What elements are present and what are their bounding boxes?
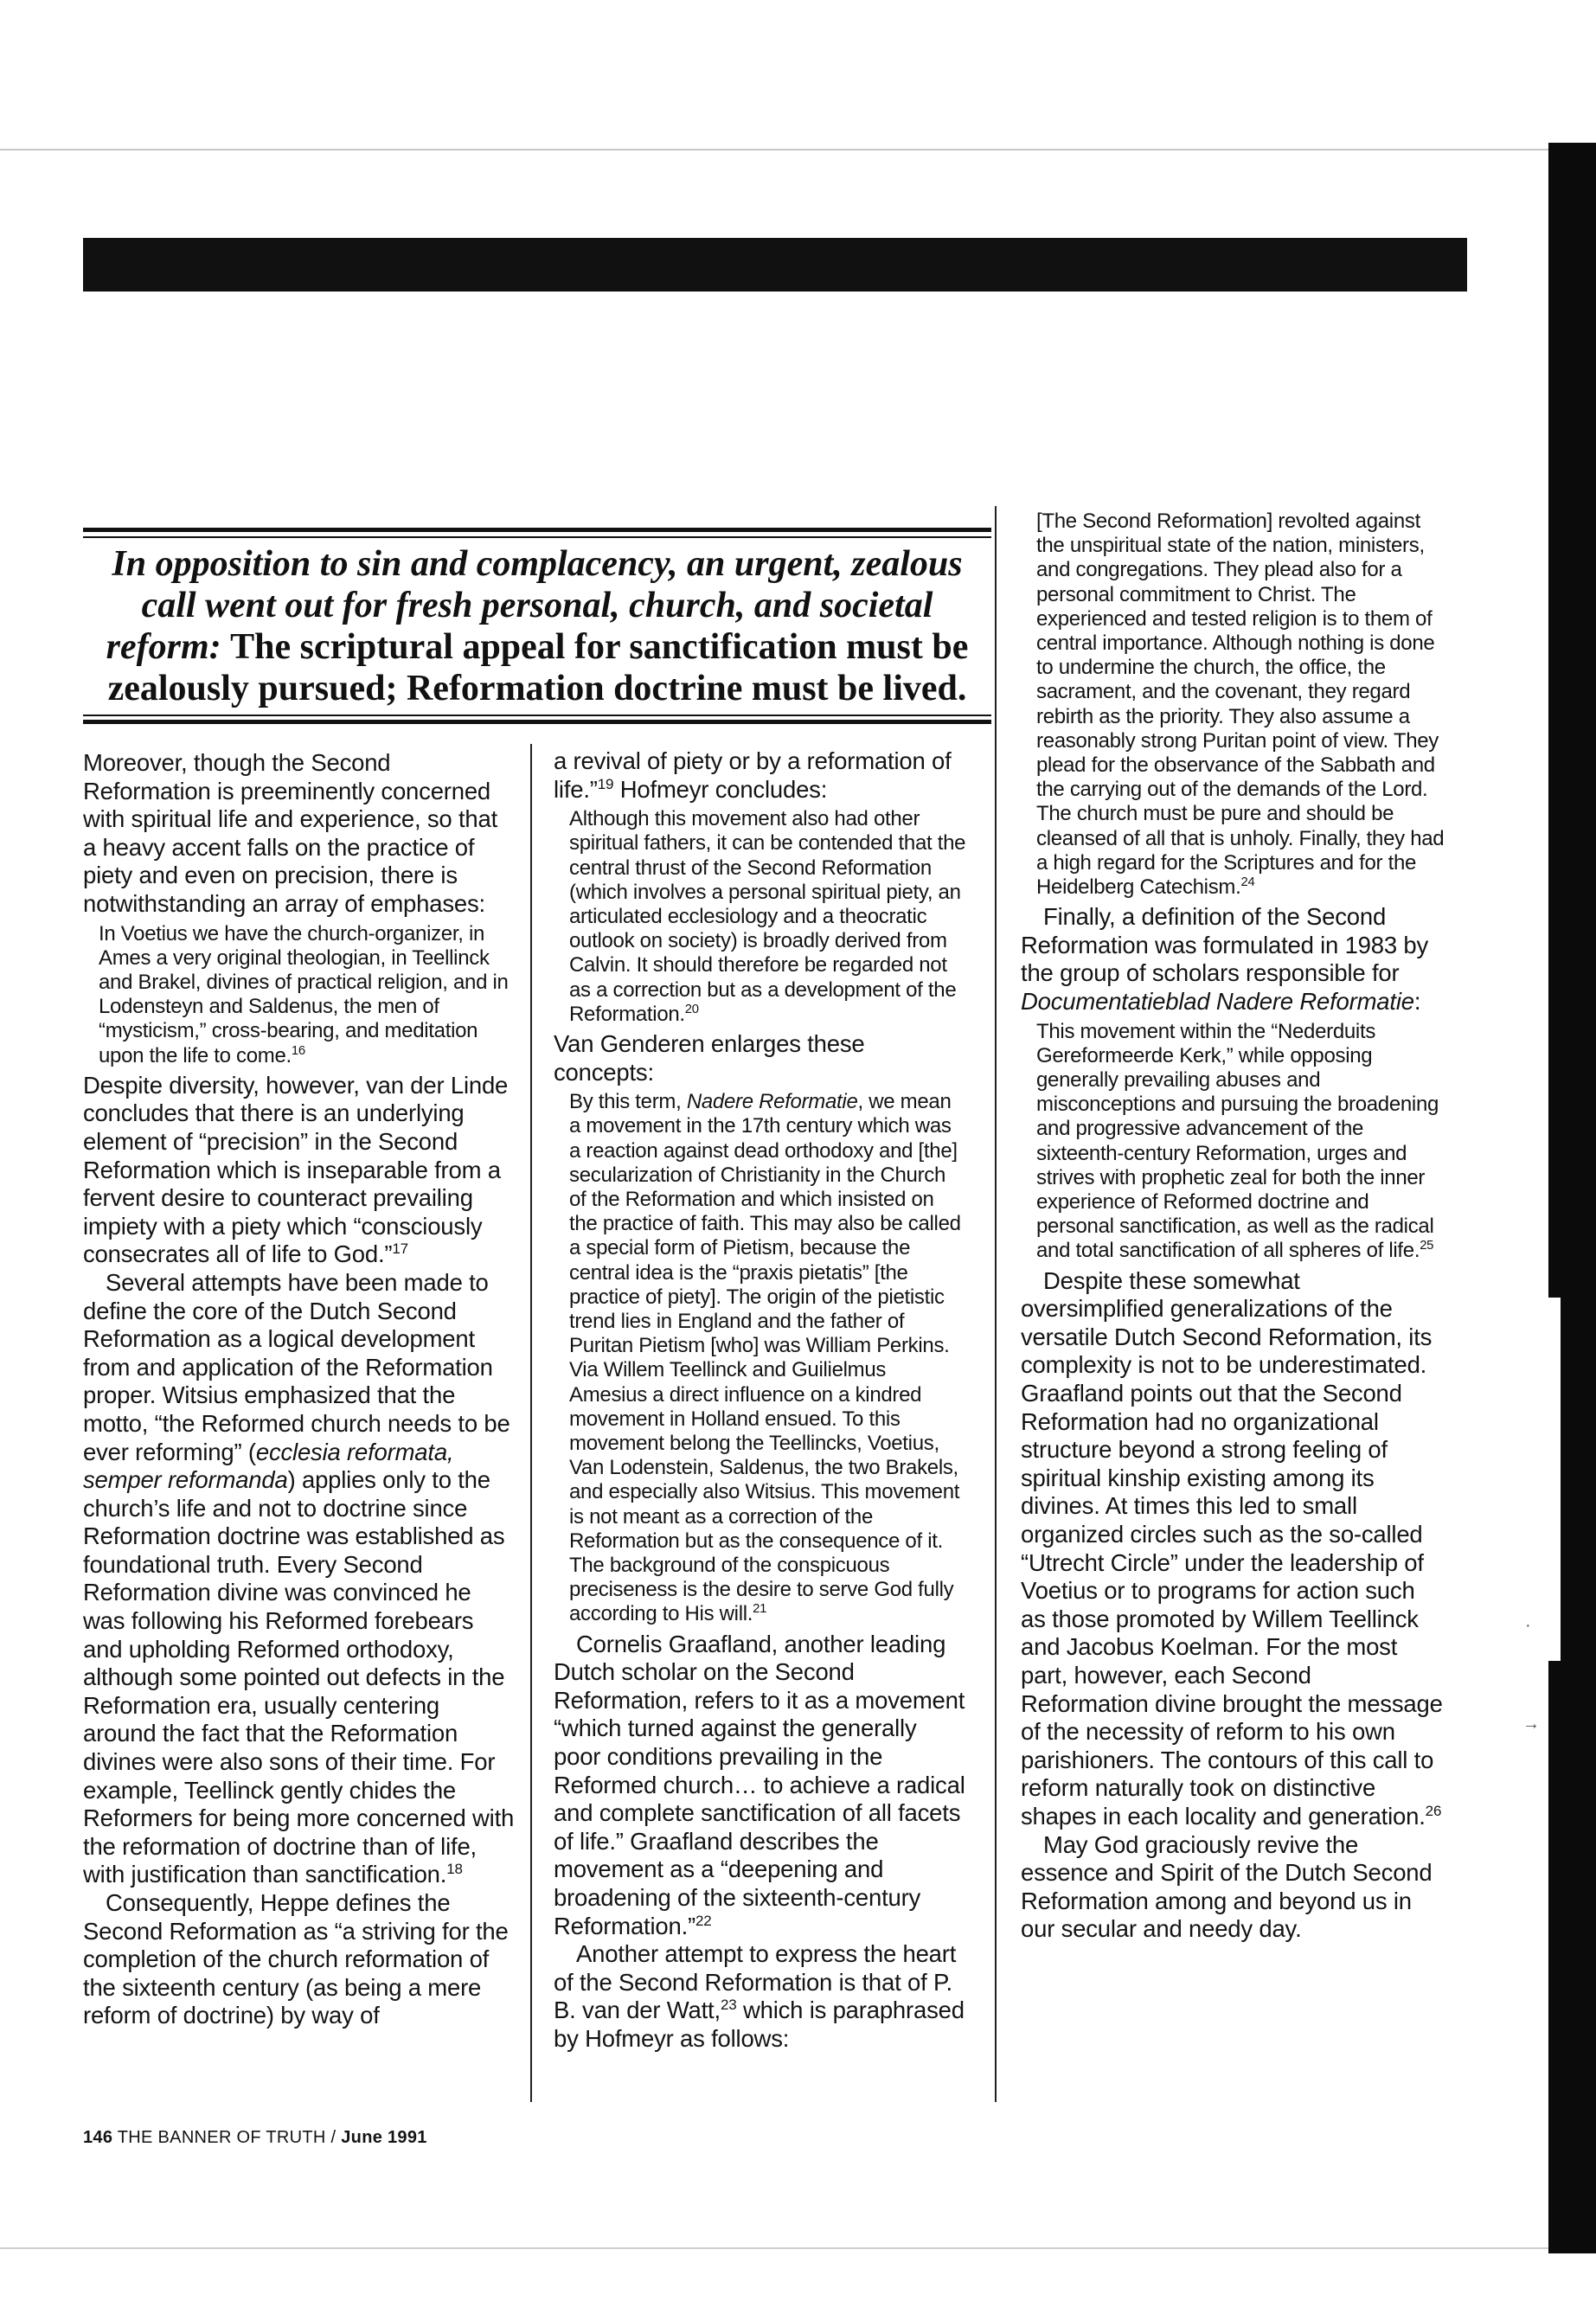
paragraph-text: Despite these somewhat oversimplified generalizations of the versatile Dutch Second Reformation, its complexity is not to be underestimated. Graafland points out that the Second Reformation had no organizational structure beyond a strong feeling of spiritual kinship existing among its divines. At times this led to small organized circles such as the so-called “Utrecht Circle” under the leadership of Voetius or to programs for action such as those promoted by Willem Teellinck and Jacobus Koelman. For the most part, however, each Second Reformation divine brought the message of the necessity of reform to his own parishioners. The contours of this call to reform naturally took on distinctive shapes in each locality and generation. [1021, 1266, 1443, 1830]
pullquote-rule-top-thin [83, 536, 991, 538]
paragraph: Van Genderen enlarges these concepts: [554, 1030, 865, 1086]
issue-date: June 1991 [341, 2128, 427, 2147]
paragraph-text: Finally, a definition of the Second Reformation was formulated in 1983 by the group of scholars responsible for [1021, 903, 1429, 987]
footnote-ref: 21 [753, 1602, 767, 1617]
article-column-1 [83, 749, 516, 2030]
footnote-ref: 22 [695, 1912, 712, 1929]
paragraph-text: a revival of piety or by a reformation of life.” [554, 747, 952, 803]
pullquote-rule-bottom-thin [83, 715, 991, 716]
paragraph-text: Hofmeyr concludes: [613, 775, 828, 803]
scan-background-top [0, 0, 1596, 147]
footnote-ref: 17 [392, 1240, 408, 1258]
publication-title: Documentatieblad Nadere Reformatie [1021, 988, 1414, 1016]
paragraph [554, 1631, 967, 1941]
block-quote [1036, 1020, 1445, 1264]
footnote-ref: 24 [1240, 875, 1255, 890]
quote-text: By this term, [569, 1090, 687, 1114]
margin-mark-upper: · [1525, 1616, 1531, 1635]
paragraph-text: Another attempt to express the heart of the Second Reformation is that of P. B. van der Watt, [554, 1940, 957, 2024]
margin-mark-lower: → [1522, 1715, 1540, 1734]
term: Nadere Reformatie [686, 1090, 858, 1114]
paragraph [83, 1269, 516, 1889]
page-edge-top [0, 149, 1548, 151]
paragraph-text: Despite diversity, however, van der Linde concludes that there is an underlying element of “precision” in the Second Reformation which is inseparable from a fervent desire to counteract prevailing impiety with a piety which “consciously consecrates all of life to God.” [83, 1071, 509, 1268]
paragraph [554, 747, 967, 804]
publication-name: THE BANNER OF TRUTH / [117, 2128, 337, 2147]
paragraph-text: Cornelis Graafland, another leading Dutch scholar on the Second Reformation, refers to it as a movement “which turned against the generally poor conditions prevailing in the Reformed church… to achieve a radical and complete sanctification of all facets of life.” Graafland describes the movement as a “deepening and broadening of the sixteenth-century Reformation.” [554, 1630, 965, 1939]
quote-text: This movement within the “Nederduits Gereformeerde Kerk,” while opposing generally prevailing abuses and misconceptions and pursuing the broadening and progressive advancement of the sixteenth-century Reformation, urges and strives with prophetic zeal for both the inner experience of Reformed doctrine and personal sanctification, as well as the radical and total sanctification of all spheres of life. [1036, 1019, 1439, 1263]
header-bar [83, 238, 1467, 292]
block-quote [569, 1090, 967, 1626]
pullquote [83, 543, 991, 712]
paragraph [1021, 903, 1445, 1016]
pullquote-italic: In opposition to sin and complacency, an urgent, zealous call went out for fresh personal, church, and societal reform: [106, 544, 963, 667]
paragraph: Consequently, Heppe defines the Second Reformation as “a striving for the completion of the church reformation of the sixteenth century (as being a mere reform of doctrine) by way of [83, 1889, 509, 2029]
footnote-ref: 23 [720, 1997, 737, 2014]
pullquote-rule-top-thick [83, 528, 991, 532]
footnote-ref: 16 [291, 1043, 305, 1058]
pullquote-bold: The scriptural appeal for sanctification must be zealously pursued; Reformation doctrine must be lived. [107, 627, 969, 708]
quote-text: In Voetius we have the church-organizer, in Ames a very original theologian, in Teellinck and Brakel, divines of practical religion, and in Lodensteyn and Saldenus, the men of “mysticism,” cross-bearing, and meditation upon the life to come. [99, 921, 509, 1067]
page-number: 146 [83, 2128, 113, 2147]
paragraph [83, 1072, 516, 1269]
scan-edge-strip [1548, 143, 1596, 2253]
footnote-ref: 19 [597, 775, 614, 792]
scan-edge-notch [1548, 1298, 1561, 1661]
block-quote [1036, 510, 1445, 900]
quote-text: , we mean a movement in the 17th century which was a reaction against dead orthodoxy and [the] secularization of Christianity in the Church of the Reformation and which insisted on the practice of faith. This may also be called a special form of Pietism, because the central idea is the “praxis pietatis” [the practice of piety]. The origin of the pietistic trend lies in England and the father of Puritan Pietism [who] was William Perkins. Via Willem Teellinck and Guilielmus Amesius a direct influence on a kindred movement in Holland ensued. To this movement belong the Teellincks, Voetius, Van Lodenstein, Saldenus, the two Brakels, and especially also Witsius. This movement is not meant as a correction of the Reformation but as the consequence of it. The background of the conspicuous preciseness is the desire to serve God fully according to His will. [569, 1090, 961, 1626]
paragraph [1021, 1267, 1445, 1831]
paragraph-text: which is paraphrased by Hofmeyr as follows: [554, 1997, 965, 2052]
paragraph-text: ) applies only to the church’s life and not to doctrine since Reformation doctrine was established as foundational truth. Every Second Reformation divine was convinced he was following his Reformed forebears and upholding Reformed orthodoxy, although some pointed out defects in the Reformation era, usually centering around the fact that the Reformation divines were also sons of their time. For example, Teellinck gently chides the Reformers for being more concerned with the reformation of doctrine than of life, with justification than sanctification. [83, 1466, 515, 1888]
page-footer [83, 2128, 427, 2148]
column-rule-1 [530, 744, 532, 2102]
footnote-ref: 25 [1420, 1239, 1434, 1253]
paragraph: May God graciously revive the essence and Spirit of the Dutch Second Reformation among and beyond us in our secular and needy day. [1021, 1830, 1433, 1943]
block-quote [569, 807, 967, 1027]
article-column-3 [1021, 506, 1445, 1944]
quote-text: [The Second Reformation] revolted against the unspiritual state of the nation, ministers, and congregations. They plead also for a personal commitment to Christ. The experienced and tested religion is to them of central importance. Although nothing is done to undermine the church, the office, the sacrament, and the covenant, they regard rebirth as the priority. They also assume a reasonably strong Puritan point of view. They plead for the observance of the Sabbath and the carrying out of the demands of the Lord. The church must be pure and should be cleansed of all that is unholy. Finally, they had a high regard for the Scriptures and for the Heidelberg Catechism. [1036, 510, 1445, 900]
column-rule-2 [995, 506, 997, 2102]
article-column-2 [554, 747, 967, 2054]
footnote-ref: 20 [684, 1002, 699, 1016]
paragraph [554, 1940, 967, 2053]
footnote-ref: 26 [1425, 1802, 1442, 1819]
paragraph-text: : [1413, 988, 1421, 1016]
paragraph: Moreover, though the Second Reformation is preeminently concerned with spiritual life and experience, so that a heavy accent falls on the practice of piety and even on precision, there is notwithstanding an array of emphases: [83, 749, 498, 917]
block-quote [99, 922, 516, 1068]
quote-text: Although this movement also had other spiritual fathers, it can be contended that the central thrust of the Second Reformation (which involves a personal spiritual piety, an articulated ecclesiology and a theocratic outlook on society) is broadly derived from Calvin. It should therefore be regarded not as a correction but as a development of the Reformation. [569, 807, 966, 1026]
page-edge-bottom [0, 2247, 1548, 2249]
pullquote-rule-bottom-thick [83, 720, 991, 724]
paragraph-text: Several attempts have been made to define the core of the Dutch Second Reformation as a logical development from and application of the Reformation proper. Witsius emphasized that the motto, “the Reformed church needs to be ever reforming” ( [83, 1268, 510, 1465]
latin-motto: ecclesia reformata, semper reformanda [83, 1438, 454, 1494]
footnote-ref: 18 [446, 1861, 463, 1878]
